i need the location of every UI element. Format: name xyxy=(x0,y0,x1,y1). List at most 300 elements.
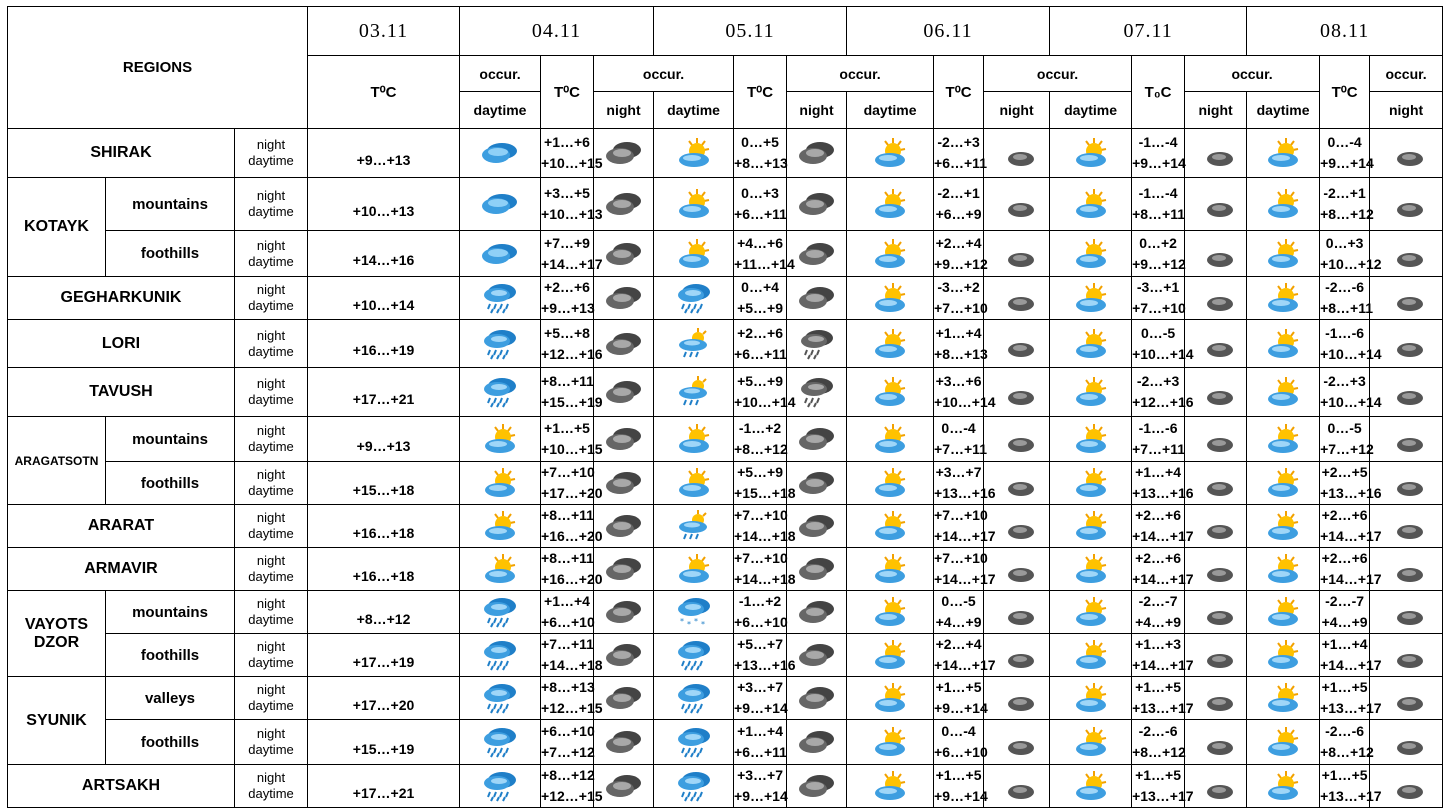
night-temp: -2…+3 xyxy=(937,134,980,150)
subregion-name: mountains xyxy=(106,591,235,634)
sun-cloud-icon xyxy=(1247,137,1319,169)
daytime-weather-cell xyxy=(1050,462,1132,505)
daytime-temp: +9…+13 xyxy=(356,151,411,168)
temp-header: T⁰C xyxy=(308,56,460,129)
temp-cell xyxy=(1132,231,1185,277)
rain-icon xyxy=(460,770,540,802)
night-temp: +8…+13 xyxy=(541,679,595,695)
period-labels xyxy=(235,320,308,368)
temp-cell xyxy=(734,417,787,462)
daytime-temp: +16…+20 xyxy=(541,571,603,587)
daytime-weather-cell xyxy=(847,368,934,417)
sun-cloud-icon xyxy=(460,510,540,542)
dark-clouds-icon xyxy=(787,771,846,801)
temp-cell xyxy=(541,368,603,417)
temp-cell xyxy=(734,505,796,548)
moon-cloud-icon xyxy=(1185,328,1246,360)
night-temp: -2…-7 xyxy=(1138,593,1178,609)
table-row xyxy=(8,231,1443,277)
svg-text:*: * xyxy=(686,620,691,629)
daytime-temp: +12…+15 xyxy=(541,788,603,804)
night-temp: +2…+6 xyxy=(1135,507,1182,523)
night-temp: +6…+10 xyxy=(541,723,595,739)
region-name: ARTSAKH xyxy=(8,765,235,808)
temp-cell xyxy=(541,548,603,591)
night-temp: +1…+4 xyxy=(737,723,783,739)
night-temp: -2…-7 xyxy=(1325,593,1365,609)
night-temp: +2…+4 xyxy=(935,234,982,251)
daytime-weather-cell xyxy=(847,591,934,634)
daytime-weather-cell xyxy=(1050,129,1132,178)
weather-cell xyxy=(460,178,541,231)
night-label: night xyxy=(256,682,286,697)
sun-cloud-icon xyxy=(1247,282,1319,314)
moon-cloud-icon xyxy=(1185,596,1246,628)
daytime-weather-cell xyxy=(1050,548,1132,591)
temp-cell xyxy=(1132,591,1185,634)
night-weather-cell xyxy=(1370,720,1443,765)
night-temp: +8…+11 xyxy=(541,507,594,523)
weather-cell xyxy=(460,505,541,548)
daytime-weather-cell xyxy=(1050,591,1132,634)
subregion-name: mountains xyxy=(106,417,235,462)
daytime-temp: +13…+17 xyxy=(1320,700,1382,716)
table-row xyxy=(8,505,1443,548)
night-weather-cell xyxy=(1185,178,1247,231)
night-weather-cell xyxy=(787,178,847,231)
temp-cell xyxy=(1320,634,1382,677)
night-temp: +1…+5 xyxy=(1321,679,1368,695)
temp-cell xyxy=(1320,277,1374,320)
night-temp: 0…-4 xyxy=(1327,134,1362,150)
night-label: night xyxy=(256,596,286,611)
daytime-temp: +7…+11 xyxy=(934,441,987,457)
night-temp: -2…-6 xyxy=(1138,723,1178,739)
daytime-temp: +15…+18 xyxy=(734,485,796,501)
daytime-temp: +10…+13 xyxy=(541,206,603,222)
daytime-weather-cell xyxy=(654,417,734,462)
night-weather-cell xyxy=(787,129,847,178)
sun-cloud-icon xyxy=(460,553,540,585)
region-name: LORI xyxy=(8,320,235,368)
temp-cell xyxy=(541,505,603,548)
daytime-temp: +4…+9 xyxy=(935,614,982,630)
sun-cloud-icon xyxy=(1050,770,1131,802)
daytime-temp: +8…+12 xyxy=(356,610,411,627)
region-name: TAVUSH xyxy=(8,368,235,417)
temp-cell xyxy=(541,231,603,277)
temp-cell xyxy=(1132,505,1194,548)
daytime-label: daytime xyxy=(248,786,294,801)
night-temp: 0…-5 xyxy=(1140,324,1176,341)
temp-cell xyxy=(541,634,603,677)
daytime-temp: +9…+13 xyxy=(356,437,411,454)
night-label: night xyxy=(256,467,286,482)
period-labels xyxy=(235,462,308,505)
moon-cloud-icon xyxy=(984,596,1049,628)
period-labels xyxy=(235,591,308,634)
sun-cloud-icon xyxy=(1247,510,1319,542)
moon-cloud-icon xyxy=(1185,510,1246,542)
night-weather-cell xyxy=(1370,591,1443,634)
moon-cloud-icon xyxy=(984,328,1049,360)
night-weather-cell xyxy=(1185,720,1247,765)
daytime-weather-cell xyxy=(1247,178,1320,231)
sun-cloud-icon xyxy=(460,467,540,499)
night-temp: +7…+10 xyxy=(734,550,788,566)
daytime-temp: +14…+17 xyxy=(1320,657,1382,673)
night-label: night xyxy=(256,137,286,152)
daytime-temp: +6…+9 xyxy=(935,206,982,222)
night-temp: 0…+3 xyxy=(1325,234,1364,251)
night-weather-cell xyxy=(1370,277,1443,320)
temp-cell xyxy=(734,368,796,417)
occur-header: occur. xyxy=(594,56,734,92)
table-row xyxy=(8,634,1443,677)
night-temp: -3…+1 xyxy=(1136,279,1180,295)
daytime-temp: +10…+14 xyxy=(352,296,415,313)
daytime-weather-cell xyxy=(1050,765,1132,808)
temp-cell xyxy=(934,765,988,808)
temp-cell xyxy=(308,591,460,634)
weather-cell xyxy=(460,634,541,677)
sun-cloud-icon xyxy=(654,137,733,169)
temp-cell xyxy=(934,417,987,462)
temp-cell xyxy=(1320,677,1382,720)
moon-cloud-icon xyxy=(1185,376,1246,408)
daytime-weather-cell xyxy=(847,277,934,320)
table-row xyxy=(8,277,1443,320)
daytime-weather-cell xyxy=(1247,320,1320,368)
period-labels xyxy=(235,277,308,320)
night-temp: -1…+2 xyxy=(738,420,782,436)
daytime-weather-cell xyxy=(1247,591,1320,634)
storm-rain-icon xyxy=(787,328,846,360)
temp-cell xyxy=(934,677,988,720)
temp-cell xyxy=(1132,277,1185,320)
rain-icon xyxy=(460,596,540,628)
daytime-label: daytime xyxy=(248,439,294,454)
daytime-temp: +14…+17 xyxy=(1132,571,1194,587)
temp-cell xyxy=(1320,505,1382,548)
night-temp: -2…+3 xyxy=(1323,373,1366,389)
table-row xyxy=(8,417,1443,462)
sun-cloud-icon xyxy=(847,423,933,455)
weather-cell xyxy=(460,462,541,505)
daytime-label: daytime xyxy=(248,253,294,269)
daytime-temp: +8…+12 xyxy=(734,441,788,457)
temp-cell xyxy=(541,320,603,368)
night-label: night xyxy=(256,510,286,525)
sun-cloud-icon xyxy=(847,238,933,270)
daytime-temp: +12…+16 xyxy=(541,345,603,362)
sun-cloud-icon xyxy=(847,282,933,314)
dark-clouds-icon xyxy=(787,138,846,168)
night-weather-cell xyxy=(594,277,654,320)
sun-cloud-icon xyxy=(1247,376,1319,408)
sun-cloud-icon xyxy=(1050,282,1131,314)
sun-cloud-icon xyxy=(847,770,933,802)
night-temp: +3…+6 xyxy=(935,373,982,389)
rain-icon xyxy=(460,328,540,360)
temp-cell xyxy=(734,677,787,720)
daytime-temp: +15…+19 xyxy=(352,740,415,757)
moon-cloud-icon xyxy=(1185,770,1246,802)
temp-cell xyxy=(934,548,996,591)
daytime-temp: +4…+9 xyxy=(1321,614,1368,630)
daytime-temp: +9…+14 xyxy=(734,788,788,804)
daytime-temp: +9…+14 xyxy=(934,788,988,804)
night-header: night xyxy=(594,92,654,129)
daytime-temp: +8…+11 xyxy=(1132,206,1185,222)
sun-cloud-icon xyxy=(1247,770,1319,802)
weather-cell xyxy=(460,231,541,277)
period-labels xyxy=(235,634,308,677)
temp-cell xyxy=(734,178,787,231)
daytime-temp: +8…+12 xyxy=(1320,744,1374,760)
sun-cloud-icon xyxy=(1050,423,1131,455)
night-weather-cell xyxy=(984,178,1050,231)
night-temp: +5…+8 xyxy=(544,324,590,341)
temp-cell xyxy=(1132,417,1185,462)
sun-cloud-icon xyxy=(1247,596,1319,628)
daytime-temp: +8…+12 xyxy=(1320,206,1374,222)
subregion-name: mountains xyxy=(106,178,235,231)
daytime-weather-cell xyxy=(654,591,734,634)
table-row xyxy=(8,548,1443,591)
daytime-header: daytime xyxy=(654,92,734,129)
region-name: SYUNIK xyxy=(8,677,106,765)
daytime-temp: +9…+14 xyxy=(734,700,788,716)
temp-cell xyxy=(308,677,460,720)
temp-header: T⁰C xyxy=(934,56,984,129)
daytime-temp: +7…+10 xyxy=(934,300,988,316)
night-weather-cell xyxy=(984,417,1050,462)
moon-cloud-icon xyxy=(1185,137,1246,169)
daytime-weather-cell xyxy=(847,634,934,677)
night-temp: +1…+4 xyxy=(1321,636,1368,652)
moon-cloud-icon xyxy=(1370,188,1442,220)
temp-cell xyxy=(1320,765,1382,808)
rain-icon xyxy=(460,376,540,408)
table-row xyxy=(8,462,1443,505)
daytime-weather-cell xyxy=(1247,548,1320,591)
temp-header: T⁰C xyxy=(1320,56,1370,129)
table-row xyxy=(8,368,1443,417)
moon-cloud-icon xyxy=(1185,423,1246,455)
night-temp: +7…+10 xyxy=(541,464,595,480)
region-name: ARARAT xyxy=(8,505,235,548)
night-temp: +1…+5 xyxy=(544,420,590,436)
sun-rain-icon xyxy=(654,510,733,542)
temp-cell xyxy=(1320,368,1382,417)
night-label: night xyxy=(256,376,286,391)
daytime-temp: +6…+11 xyxy=(934,155,987,171)
daytime-weather-cell xyxy=(1247,677,1320,720)
sun-cloud-icon xyxy=(1050,639,1131,671)
daytime-temp: +16…+18 xyxy=(352,567,415,584)
temp-cell xyxy=(541,462,603,505)
period-labels xyxy=(235,178,308,231)
regions-header: REGIONS xyxy=(8,7,308,129)
daytime-weather-cell xyxy=(847,462,934,505)
occur-header: occur. xyxy=(787,56,934,92)
daytime-temp: +10…+12 xyxy=(1320,255,1382,272)
night-temp: -1…+2 xyxy=(738,593,782,609)
daytime-weather-cell xyxy=(847,231,934,277)
night-label: night xyxy=(256,770,286,785)
daytime-label: daytime xyxy=(248,483,294,498)
sun-cloud-icon xyxy=(1050,238,1131,270)
moon-cloud-icon xyxy=(1185,726,1246,758)
rain-icon xyxy=(460,639,540,671)
daytime-temp: +17…+21 xyxy=(352,784,415,801)
daytime-weather-cell xyxy=(1050,231,1132,277)
night-temp: +1…+4 xyxy=(1135,464,1182,480)
moon-cloud-icon xyxy=(1185,238,1246,270)
date-header: 04.11 xyxy=(460,7,654,56)
sun-cloud-icon xyxy=(847,553,933,585)
temp-cell xyxy=(934,720,988,765)
night-temp: -2…-6 xyxy=(1325,279,1365,295)
daytime-temp: +8…+11 xyxy=(1320,300,1374,316)
weather-cell xyxy=(460,320,541,368)
sun-cloud-icon xyxy=(1247,726,1319,758)
night-temp: +1…+5 xyxy=(1321,767,1368,783)
daytime-weather-cell xyxy=(654,548,734,591)
temp-cell xyxy=(308,178,460,231)
night-temp: -2…+1 xyxy=(1323,185,1366,201)
sun-cloud-icon xyxy=(460,423,540,455)
daytime-weather-cell xyxy=(654,277,734,320)
night-label: night xyxy=(256,327,286,343)
snow-icon xyxy=(654,596,733,628)
night-temp: +2…+4 xyxy=(935,636,982,652)
dark-clouds-icon xyxy=(787,727,846,757)
sun-cloud-icon xyxy=(1247,238,1319,270)
night-temp: +5…+9 xyxy=(737,373,783,389)
night-weather-cell xyxy=(984,277,1050,320)
night-temp: +7…+11 xyxy=(541,636,594,652)
daytime-label: daytime xyxy=(248,698,294,713)
night-temp: +8…+11 xyxy=(541,373,594,389)
night-header: night xyxy=(984,92,1050,129)
daytime-temp: +9…+14 xyxy=(1132,155,1186,171)
night-temp: +1…+3 xyxy=(1135,636,1182,652)
night-temp: +2…+5 xyxy=(1321,464,1368,480)
table-row xyxy=(8,765,1443,808)
night-weather-cell xyxy=(1185,129,1247,178)
temp-cell xyxy=(1320,231,1382,277)
weather-cell xyxy=(460,765,541,808)
night-weather-cell xyxy=(1370,178,1443,231)
daytime-temp: +14…+18 xyxy=(734,571,796,587)
temp-cell xyxy=(1320,548,1382,591)
daytime-weather-cell xyxy=(1247,634,1320,677)
moon-cloud-icon xyxy=(984,770,1049,802)
temp-cell xyxy=(308,129,460,178)
daytime-weather-cell xyxy=(847,765,934,808)
daytime-temp: +14…+17 xyxy=(1320,528,1382,544)
temp-cell xyxy=(308,634,460,677)
sun-cloud-icon xyxy=(1247,682,1319,714)
period-labels xyxy=(235,231,308,277)
daytime-temp: +14…+18 xyxy=(734,528,796,544)
rain-icon xyxy=(654,639,733,671)
night-weather-cell xyxy=(1185,417,1247,462)
night-label: night xyxy=(256,553,286,568)
temp-header: T₀C xyxy=(1132,56,1185,129)
night-label: night xyxy=(256,282,286,297)
daytime-temp: +16…+20 xyxy=(541,528,603,544)
night-weather-cell xyxy=(984,765,1050,808)
temp-cell xyxy=(934,320,988,368)
night-weather-cell xyxy=(1185,591,1247,634)
night-weather-cell xyxy=(984,129,1050,178)
table-row xyxy=(8,720,1443,765)
night-temp: +1…+4 xyxy=(544,593,590,609)
night-label: night xyxy=(256,423,286,438)
temp-cell xyxy=(1132,368,1194,417)
temp-cell xyxy=(308,277,460,320)
night-temp: +1…+6 xyxy=(544,134,590,150)
weather-cell xyxy=(460,720,541,765)
night-temp: 0…-4 xyxy=(941,723,976,739)
daytime-weather-cell xyxy=(1247,505,1320,548)
temp-cell xyxy=(1132,462,1194,505)
temp-cell xyxy=(541,277,594,320)
dark-clouds-icon xyxy=(787,597,846,627)
daytime-temp: +13…+16 xyxy=(734,657,796,673)
night-temp: +7…+10 xyxy=(734,507,788,523)
night-temp: 0…+4 xyxy=(741,279,779,295)
daytime-temp: +7…+10 xyxy=(1132,300,1186,316)
daytime-weather-cell xyxy=(1247,417,1320,462)
temp-cell xyxy=(734,277,787,320)
daytime-temp: +14…+17 xyxy=(934,528,996,544)
temp-cell xyxy=(934,591,984,634)
night-temp: +2…+6 xyxy=(737,324,783,341)
daytime-weather-cell xyxy=(654,677,734,720)
region-name: KOTAYK xyxy=(8,178,106,277)
weather-cell xyxy=(460,591,541,634)
temp-cell xyxy=(734,591,787,634)
moon-cloud-icon xyxy=(1185,553,1246,585)
night-temp: +7…+10 xyxy=(934,550,988,566)
date-header: 07.11 xyxy=(1050,7,1247,56)
temp-cell xyxy=(934,129,987,178)
sun-cloud-icon xyxy=(1247,639,1319,671)
night-weather-cell xyxy=(984,720,1050,765)
weather-cell xyxy=(460,548,541,591)
daytime-weather-cell xyxy=(654,231,734,277)
daytime-label: daytime xyxy=(248,392,294,407)
temp-cell xyxy=(1132,765,1194,808)
period-labels xyxy=(235,677,308,720)
sun-cloud-icon xyxy=(1050,376,1131,408)
temp-cell xyxy=(734,720,787,765)
sun-cloud-icon xyxy=(654,423,733,455)
daytime-temp: +15…+19 xyxy=(541,394,603,410)
daytime-temp: +9…+12 xyxy=(934,255,988,272)
night-temp: +2…+6 xyxy=(1321,550,1368,566)
sun-cloud-icon xyxy=(1050,596,1131,628)
night-temp: +1…+4 xyxy=(935,324,982,341)
sun-rain-icon xyxy=(654,376,733,408)
sun-cloud-icon xyxy=(1050,510,1131,542)
period-labels xyxy=(235,129,308,178)
temp-cell xyxy=(541,765,603,808)
